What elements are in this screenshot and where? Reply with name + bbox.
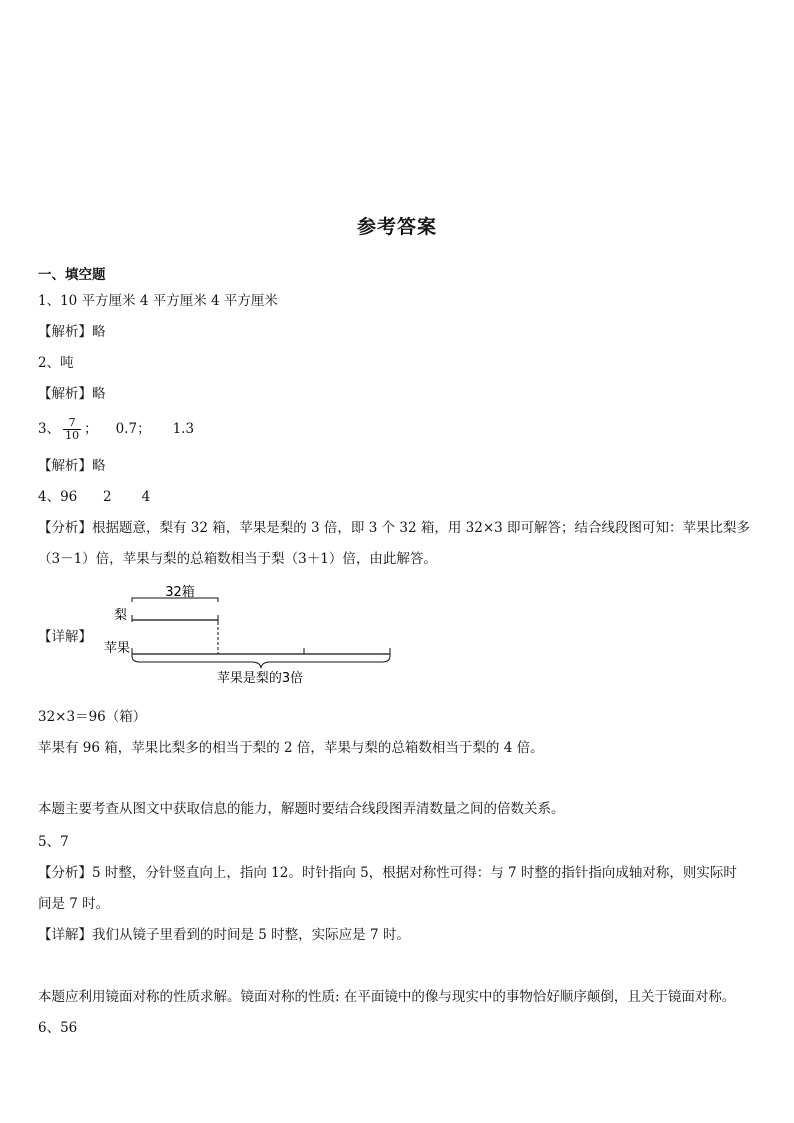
page-title: 参考答案 (356, 216, 437, 238)
pear-label: 梨 (114, 608, 128, 623)
analysis-q1: 【解析】略 (38, 324, 106, 340)
q3-value-2: 0.7； (115, 421, 151, 437)
top-label: 32箱 (165, 585, 195, 600)
bottom-label: 苹果是梨的3倍 (216, 671, 304, 686)
answer-q5: 5、7 (38, 834, 69, 850)
fraction-numerator: 7 (68, 416, 76, 429)
summary-q4: 本题主要考查从图文中获取信息的能力，解题时要结合线段图弄清数量之间的倍数关系。 (38, 801, 565, 817)
line-segment-diagram (100, 582, 400, 690)
analysis-q2: 【解析】略 (38, 386, 106, 402)
q3-value-3: 1.3 (172, 421, 195, 437)
answer-q1: 1、10 平方厘米 4 平方厘米 4 平方厘米 (38, 293, 278, 309)
apple-label: 苹果 (104, 641, 131, 656)
q3-separator: ； (84, 421, 98, 437)
analysis-q5-line2: 间是 7 时。 (38, 896, 110, 912)
detail-label-q4: 【详解】 (38, 629, 92, 645)
analysis-q5-line1: 【分析】5 时整，分针竖直向上，指向 12。时针指向 5，根据对称性可得：与 7 时整的指针指向成轴对称，则实际时 (38, 865, 737, 881)
analysis-q4-line1: 【分析】根据题意，梨有 32 箱，苹果是梨的 3 倍，即 3 个 32 箱，用 32×3 即可解答；结合线段图可知：苹果比梨多 (38, 520, 751, 536)
fraction-denominator: 10 (65, 429, 80, 442)
analysis-q3: 【解析】略 (38, 458, 106, 474)
bottom-brace (132, 656, 390, 668)
answer-q4: 4、96 2 4 (38, 489, 151, 505)
fraction (63, 417, 81, 442)
answer-q6: 6、56 (38, 1020, 78, 1036)
q3-prefix: 3、 (38, 421, 61, 437)
analysis-q4-line2: （3－1）倍，苹果与梨的总箱数相当于梨（3＋1）倍，由此解答。 (38, 551, 437, 567)
summary-q5: 本题应利用镜面对称的性质求解。镜面对称的性质: 在平面镜中的像与现实中的事物恰好顺序颠倒，且关于镜面对称。 (38, 989, 736, 1005)
detail-q5: 【详解】我们从镜子里看到的时间是 5 时整，实际应是 7 时。 (38, 927, 410, 943)
conclusion-q4: 苹果有 96 箱，苹果比梨多的相当于梨的 2 倍，苹果与梨的总箱数相当于梨的 4 倍。 (38, 740, 544, 756)
answer-q3 (38, 414, 194, 444)
section-heading: 一、填空题 (38, 267, 106, 283)
calc-q4: 32×3＝96（箱） (38, 709, 147, 725)
answer-q2: 2、吨 (38, 355, 74, 371)
